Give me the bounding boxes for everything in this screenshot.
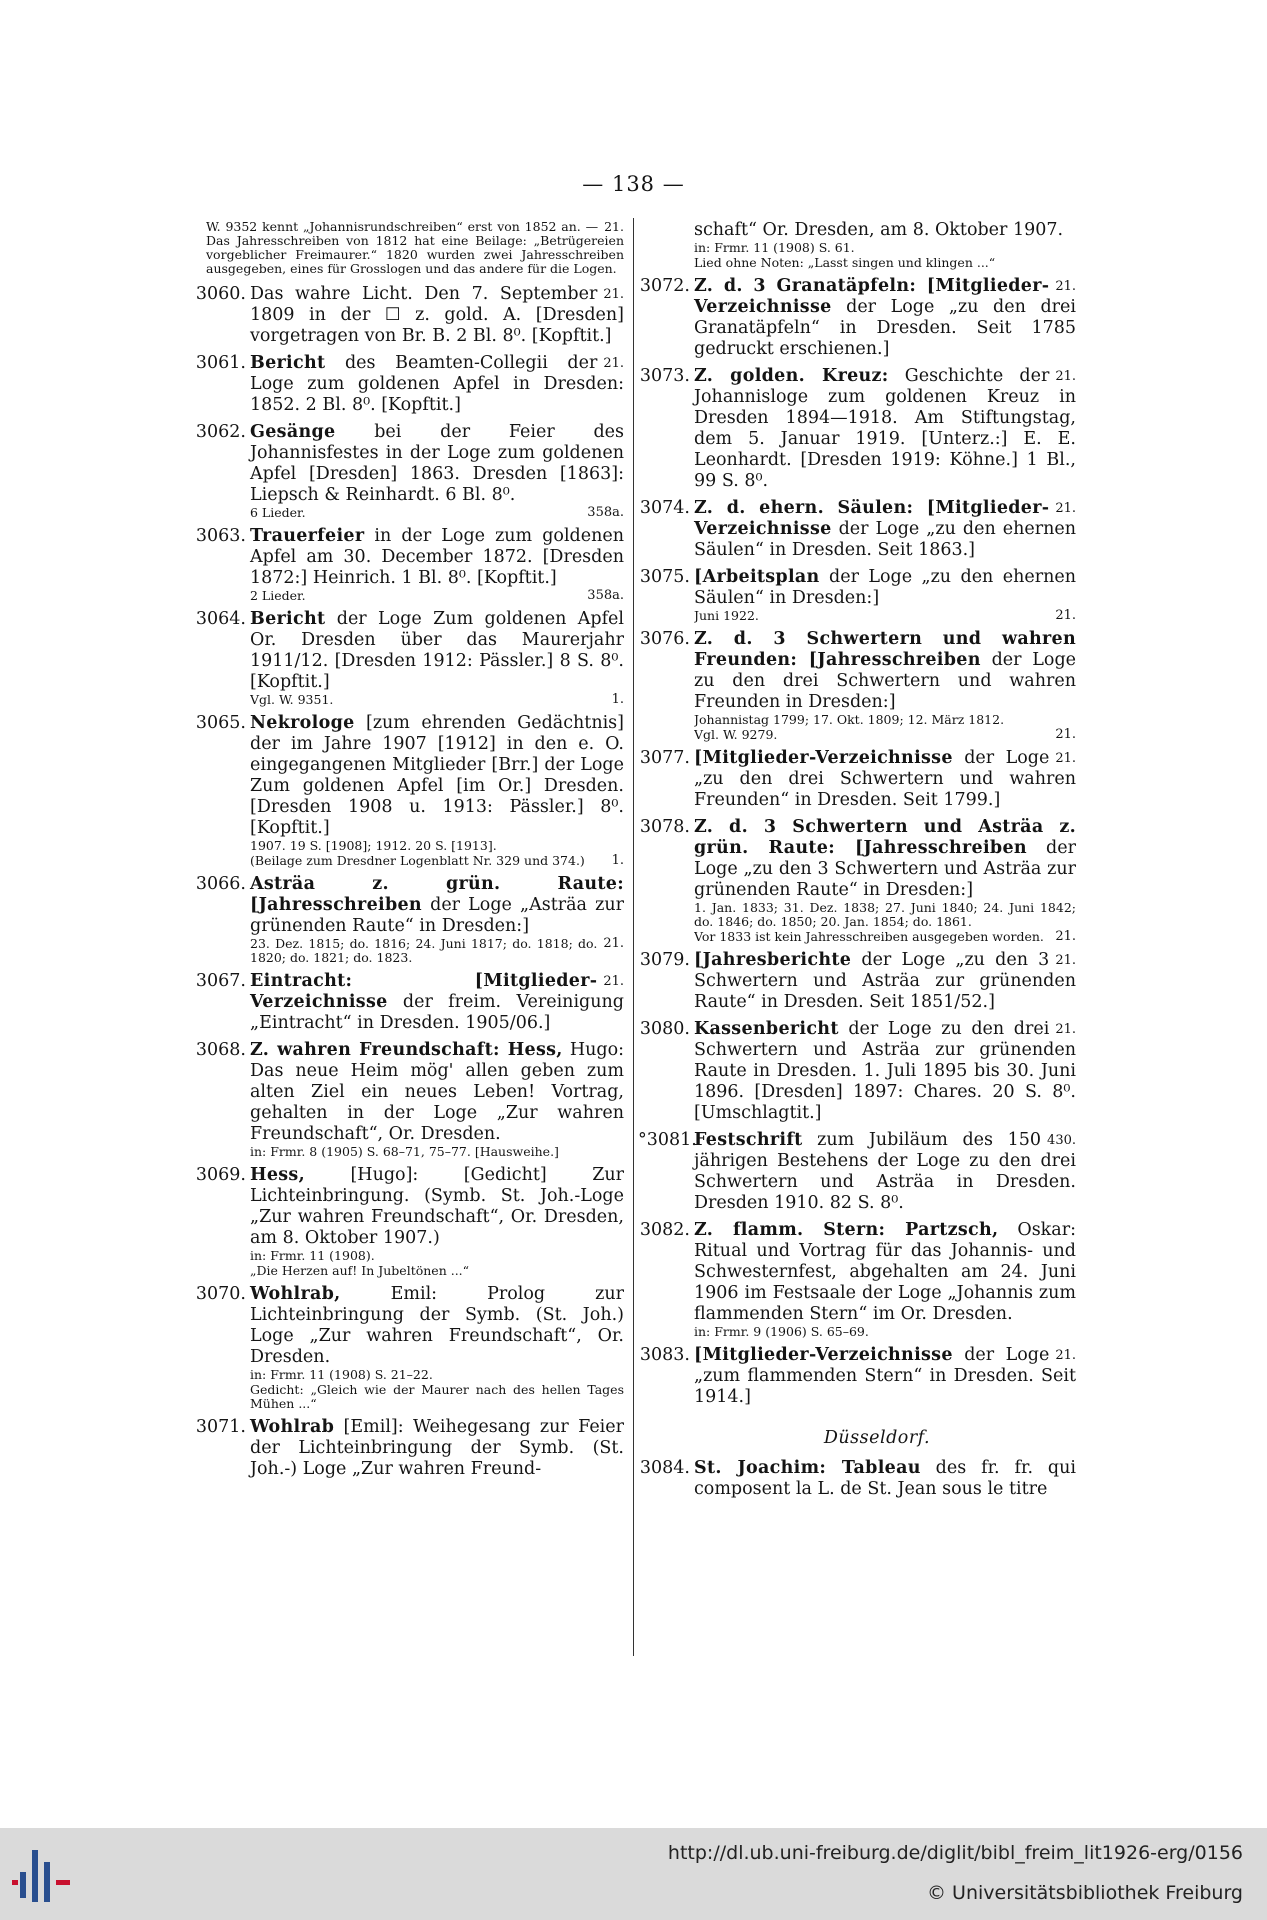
entry-note-text: Vgl. W. 9351. bbox=[250, 693, 334, 707]
entry-lead: Z. wahren Freundschaft: Hess, bbox=[250, 1040, 563, 1060]
entry-note-text: Johannistag 1799; 17. Okt. 1809; 12. März 1812. bbox=[694, 713, 1005, 727]
entry-body bbox=[694, 1220, 1076, 1325]
entry-number: 3060. bbox=[195, 284, 246, 304]
section-heading: Düsseldorf. bbox=[823, 1428, 931, 1448]
entry-lead: Z. d. 3 Granatäpfeln: [Mitglieder-Verzeichnisse bbox=[694, 276, 1050, 317]
entry-number: 3082. bbox=[639, 1220, 690, 1240]
entry-text: Das wahre Licht. Den 7. September 1809 in der ☐ z. gold. A. [Dresden] vorgetragen von Br. B. 2 Bl. 8⁰. [Kopftit.] bbox=[250, 284, 624, 346]
entry-number: 3075. bbox=[639, 567, 690, 587]
entry-body bbox=[250, 713, 624, 839]
right-column bbox=[638, 220, 1076, 1506]
entry-body bbox=[694, 1345, 1076, 1408]
library-number: 21. bbox=[1055, 1348, 1076, 1363]
bibliography-entry bbox=[194, 353, 624, 416]
entry-text: in der Loge zum goldenen Apfel am 30. December 1872. [Dresden 1872:] Heinrich. 1 Bl. 8⁰. [Kopftit.] bbox=[250, 526, 624, 588]
bibliography-entry bbox=[638, 950, 1076, 1013]
bibliography-entry bbox=[638, 276, 1076, 360]
entry-number: 3068. bbox=[195, 1040, 246, 1060]
entry-body bbox=[694, 817, 1076, 901]
entry-text: Geschichte der Johannisloge zum goldenen Kreuz in Dresden 1894—1918. Am Stiftungstag, dem 5. Januar 1919. [Unterz.:] E. E. Leonhardt. [Dresden 1919: Köhne.] 1 Bl., 99 S. 8⁰. bbox=[694, 366, 1076, 491]
entry-lead: Nekrologe bbox=[250, 713, 355, 733]
entry-number: 3078. bbox=[639, 817, 690, 837]
entry-body bbox=[694, 629, 1076, 713]
entry-text: der Loge „zu den 3 Schwertern und Asträa zur grünenden Raute“ in Dresden. Seit 1851/52.] bbox=[694, 950, 1076, 1012]
entry-note bbox=[250, 589, 624, 603]
entry-number: 3070. bbox=[195, 1284, 246, 1304]
entry-number: 3071. bbox=[195, 1417, 246, 1437]
entry-note bbox=[250, 506, 624, 520]
entry-lead: Z. d. 3 Schwertern und wahren Freunden: [Jahresschreiben bbox=[694, 629, 1076, 670]
entry-text: bei der Feier des Johannisfestes in der Loge zum goldenen Apfel [Dresden] 1863. Dresden [1863]: Liepsch & Reinhardt. 6 Bl. 8⁰. bbox=[250, 422, 624, 505]
entry-text: zum Jubiläum des 150 jährigen Bestehens der Loge zu den drei Schwertern und Asträa in Dresden. Dresden 1910. 82 S. 8⁰. bbox=[694, 1130, 1076, 1213]
entry-note-text: 6 Lieder. bbox=[250, 506, 306, 520]
library-number: 21. bbox=[1055, 369, 1076, 384]
continuation-note: in: Frmr. 11 (1908) S. 61. bbox=[694, 241, 855, 255]
ub-freiburg-logo-icon bbox=[12, 1842, 72, 1908]
library-number: 21. bbox=[1055, 279, 1076, 294]
entry-note-text: Vor 1833 ist kein Jahresschreiben ausgegeben worden. bbox=[694, 930, 1044, 944]
entry-note-text: 1. Jan. 1833; 31. Dez. 1838; 27. Juni 1840; 24. Juni 1842; do. 1846; do. 1850; 20. Jan. 1854; do. 1861. bbox=[694, 901, 1076, 929]
entry-number: 3076. bbox=[639, 629, 690, 649]
entry-lead: Asträa z. grün. Raute: [Jahresschreiben bbox=[250, 874, 624, 915]
entry-text: [Hugo]: [Gedicht] Zur Lichteinbringung. (Symb. St. Joh.-Loge „Zur wahren Freundschaft“, Or. Dresden, am 8. Oktober 1907.) bbox=[250, 1165, 624, 1248]
entry-number: 3062. bbox=[195, 422, 246, 442]
library-number: 1. bbox=[611, 693, 624, 707]
entry-lead: Bericht bbox=[250, 609, 326, 629]
bibliography-entry bbox=[638, 629, 1076, 742]
bibliography-entry bbox=[638, 1345, 1076, 1408]
entry-text: der Loge „zu den 3 Schwertern und Asträa zur grünenden Raute“ in Dresden:] bbox=[694, 838, 1076, 900]
entry-note bbox=[694, 609, 1076, 623]
entry-lead: [Jahresberichte bbox=[694, 950, 852, 970]
entry-body bbox=[250, 284, 624, 347]
library-number: 21. bbox=[603, 937, 624, 951]
bibliography-entry bbox=[194, 971, 624, 1034]
entry-note bbox=[250, 1368, 624, 1382]
entry-body bbox=[694, 366, 1076, 492]
entry-text: Hugo: Das neue Heim mög' allen geben zum alten Ziel ein neues Leben! Vortrag, gehalten in der Loge „Zur wahren Freundschaft“, Or. Dresden. bbox=[250, 1040, 624, 1144]
entry-body bbox=[250, 609, 624, 693]
entry-lead: Eintracht: [Mitglieder-Verzeichnisse bbox=[250, 971, 598, 1012]
page-number: — 138 — bbox=[582, 172, 685, 196]
entry-note bbox=[250, 854, 624, 868]
bibliography-entry bbox=[638, 817, 1076, 944]
library-number: 358a. bbox=[587, 506, 624, 520]
entry-body bbox=[694, 950, 1076, 1013]
entry-text: des Beamten-Collegii der Loge zum goldenen Apfel in Dresden: 1852. 2 Bl. 8⁰. [Kopftit.] bbox=[250, 353, 624, 415]
library-number: 21. bbox=[1055, 501, 1076, 516]
column-divider bbox=[633, 218, 634, 1656]
entry-number: 3074. bbox=[639, 498, 690, 518]
bibliography-entry bbox=[638, 1458, 1076, 1500]
bibliography-entry bbox=[638, 748, 1076, 811]
entry-number: 3072. bbox=[639, 276, 690, 296]
bibliography-entry bbox=[194, 526, 624, 603]
entry-number: 3066. bbox=[195, 874, 246, 894]
entry-text: der Loge „zum flammenden Stern“ in Dresden. Seit 1914.] bbox=[694, 1345, 1076, 1407]
library-number: 21. bbox=[1055, 1022, 1076, 1037]
entry-body bbox=[250, 1284, 624, 1368]
bibliography-entry bbox=[638, 1220, 1076, 1339]
entry-number: 3083. bbox=[639, 1345, 690, 1365]
library-number: 21. bbox=[603, 974, 624, 989]
bibliography-entry bbox=[638, 567, 1076, 623]
right-entries bbox=[638, 276, 1076, 1408]
entry-number: 3063. bbox=[195, 526, 246, 546]
intro-note-text: W. 9352 kennt „Johannisrundschreiben“ erst von 1852 an. — Das Jahresschreiben von 1812 hat eine Beilage: „Betrügereien vorgeblicher Freimaurer.“ 1820 wurden zwei Jahresschreiben ausgegeben, eines für Grosslogen und das andere für die Logen. bbox=[206, 220, 624, 276]
entry-body bbox=[694, 276, 1076, 360]
entry-note bbox=[694, 1325, 1076, 1339]
entry-note bbox=[694, 713, 1076, 727]
entry-note-text: 23. Dez. 1815; do. 1816; 24. Juni 1817; do. 1818; do. 1820; do. 1821; do. 1823. bbox=[250, 937, 598, 965]
entry-text: des fr. fr. qui composent la L. de St. Jean sous le titre bbox=[694, 1458, 1076, 1499]
entry-note bbox=[694, 901, 1076, 929]
library-number: 21. bbox=[603, 287, 624, 302]
library-number: 21. bbox=[1055, 930, 1076, 944]
entry-note-text: Vgl. W. 9279. bbox=[694, 728, 778, 742]
entry-text: [zum ehrenden Gedächtnis] der im Jahre 1907 [1912] in den e. O. eingegangenen Mitglieder [Brr.] der Loge Zum goldenen Apfel [im Or.] Dresden. [Dresden 1908 u. 1913: Pässler.] 8⁰. [Kopftit.] bbox=[250, 713, 624, 838]
entry-lead: Bericht bbox=[250, 353, 326, 373]
bibliography-entry bbox=[638, 1019, 1076, 1124]
entry-text: der Loge „zu den ehernen Säulen“ in Dresden. Seit 1863.] bbox=[694, 519, 1076, 560]
entry-lead: Z. flamm. Stern: Partzsch, bbox=[694, 1220, 999, 1240]
entry-lead: Z. d. 3 Schwertern und Asträa z. grün. Raute: [Jahresschreiben bbox=[694, 817, 1076, 858]
bibliography-entry bbox=[194, 1165, 624, 1278]
entry-lead: Wohlrab, bbox=[250, 1284, 341, 1304]
entry-body bbox=[694, 1130, 1076, 1214]
library-number: 21. bbox=[1055, 728, 1076, 742]
left-column bbox=[194, 220, 624, 1486]
entry-body bbox=[694, 748, 1076, 811]
entry-note-text: 1907. 19 S. [1908]; 1912. 20 S. [1913]. bbox=[250, 839, 497, 853]
entry-text: Oskar: Ritual und Vortrag für das Johannis- und Schwesternfest, abgehalten am 24. Juni 1906 im Festsaale der Loge „Johannis zum flammenden Stern“ im Or. Dresden. bbox=[694, 1220, 1076, 1324]
bibliography-entry bbox=[194, 1284, 624, 1411]
entry-number: 3079. bbox=[639, 950, 690, 970]
entry-note-text: in: Frmr. 9 (1906) S. 65–69. bbox=[694, 1325, 869, 1339]
entry-text: Emil: Prolog zur Lichteinbringung der Symb. (St. Joh.) Loge „Zur wahren Freundschaft“, Or. Dresden. bbox=[250, 1284, 624, 1367]
footer-bar bbox=[0, 1828, 1267, 1920]
entry-text: der freim. Vereinigung „Eintracht“ in Dresden. 1905/06.] bbox=[250, 992, 624, 1033]
entry-note-text: in: Frmr. 11 (1908). bbox=[250, 1249, 375, 1263]
entry-lead: Kassenbericht bbox=[694, 1019, 839, 1039]
entry-note bbox=[694, 728, 1076, 742]
entry-note-text: „Die Herzen auf! In Jubeltönen ...“ bbox=[250, 1264, 470, 1278]
entry-text: der Loge zu den drei Schwertern und Asträa zur grünenden Raute in Dresden. 1. Juli 1895 bis 30. Juni 1896. [Dresden] 1897: Chares. 20 S. 8⁰. [Umschlagtit.] bbox=[694, 1019, 1076, 1123]
library-number: 21. bbox=[1055, 953, 1076, 968]
entry-number: 3067. bbox=[195, 971, 246, 991]
bibliography-entry bbox=[194, 422, 624, 520]
continuation-notes bbox=[638, 241, 1076, 270]
entry-note-text: Gedicht: „Gleich wie der Maurer nach des hellen Tages Mühen ...“ bbox=[250, 1383, 624, 1411]
entry-lead: [Mitglieder-Verzeichnisse bbox=[694, 1345, 953, 1365]
bibliography-entry bbox=[638, 366, 1076, 492]
entry-text: der Loge „zu den ehernen Säulen“ in Dresden:] bbox=[694, 567, 1076, 608]
entry-body bbox=[694, 1019, 1076, 1124]
left-entries bbox=[194, 284, 624, 1480]
entry-number: 3069. bbox=[195, 1165, 246, 1185]
entry-note-text: Juni 1922. bbox=[694, 609, 759, 623]
entry-note-text: in: Frmr. 11 (1908) S. 21–22. bbox=[250, 1368, 433, 1382]
entry-lead: [Mitglieder-Verzeichnisse bbox=[694, 748, 953, 768]
entry-body bbox=[250, 1417, 624, 1480]
entry-number: 3064. bbox=[195, 609, 246, 629]
entry-text: der Loge „zu den drei Schwertern und wahren Freunden“ in Dresden. Seit 1799.] bbox=[694, 748, 1076, 810]
continuation-text: schaft“ Or. Dresden, am 8. Oktober 1907. bbox=[694, 220, 1064, 240]
entry-lead: [Arbeitsplan bbox=[694, 567, 820, 587]
entry-number: 3065. bbox=[195, 713, 246, 733]
bibliography-entry bbox=[638, 1130, 1076, 1214]
library-number: 358a. bbox=[587, 589, 624, 603]
entry-number: 3084. bbox=[639, 1458, 690, 1478]
entry-lead: Gesänge bbox=[250, 422, 336, 442]
library-number: 21. bbox=[1055, 609, 1076, 623]
bibliography-entry bbox=[194, 1040, 624, 1159]
entry-note bbox=[250, 839, 624, 853]
entry-note bbox=[250, 937, 624, 965]
intro-note bbox=[194, 220, 624, 276]
entry-lead: Z. d. ehern. Säulen: [Mitglieder-Verzeichnisse bbox=[694, 498, 1050, 539]
entry-body bbox=[250, 971, 624, 1034]
entry-body bbox=[694, 498, 1076, 561]
entry-lead: Trauerfeier bbox=[250, 526, 365, 546]
entry-lead: St. Joachim: Tableau bbox=[694, 1458, 921, 1478]
bibliography-entry bbox=[638, 498, 1076, 561]
entry-number: °3081. bbox=[638, 1130, 697, 1150]
entry-note bbox=[250, 1264, 624, 1278]
bibliography-entry bbox=[194, 874, 624, 965]
entry-body bbox=[250, 422, 624, 506]
copyright-text: © Universitätsbibliothek Freiburg bbox=[927, 1882, 1243, 1904]
entry-number: 3061. bbox=[195, 353, 246, 373]
entry-text: der Loge zu den drei Schwertern und wahren Freunden in Dresden:] bbox=[694, 650, 1076, 712]
entry-lead: Wohlrab bbox=[250, 1417, 335, 1437]
source-url-link[interactable]: http://dl.ub.uni-freiburg.de/diglit/bibl_freim_lit1926-erg/0156 bbox=[667, 1842, 1243, 1864]
right-after-entries bbox=[638, 1458, 1076, 1500]
entry-body bbox=[694, 567, 1076, 609]
entry-note-text: (Beilage zum Dresdner Logenblatt Nr. 329 und 374.) bbox=[250, 854, 585, 868]
entry-note-text: in: Frmr. 8 (1905) S. 68–71, 75–77. [Hausweihe.] bbox=[250, 1145, 559, 1159]
library-number: 1. bbox=[611, 854, 624, 868]
entry-body bbox=[250, 874, 624, 937]
entry-text: der Loge „zu den drei Granatäpfeln“ in Dresden. Seit 1785 gedruckt erschienen.] bbox=[694, 297, 1076, 359]
bibliography-entry bbox=[194, 1417, 624, 1480]
entry-note bbox=[250, 693, 624, 707]
intro-note-library-number: 21. bbox=[604, 220, 624, 234]
entry-lead: Hess, bbox=[250, 1165, 305, 1185]
library-number: 21. bbox=[603, 356, 624, 371]
entry-number: 3073. bbox=[639, 366, 690, 386]
entry-note bbox=[250, 1249, 624, 1263]
entry-note bbox=[250, 1383, 624, 1411]
entry-number: 3077. bbox=[639, 748, 690, 768]
entry-lead: Festschrift bbox=[694, 1130, 803, 1150]
bibliography-entry bbox=[194, 284, 624, 347]
entry-text: [Emil]: Weihegesang zur Feier der Lichteinbringung der Symb. (St. Joh.-) Loge „Zur wahren Freund- bbox=[250, 1417, 624, 1479]
library-number: 21. bbox=[1055, 751, 1076, 766]
entry-body bbox=[250, 526, 624, 589]
entry-note bbox=[250, 1145, 624, 1159]
entry-number: 3080. bbox=[639, 1019, 690, 1039]
library-number: 430. bbox=[1047, 1133, 1076, 1148]
entry-lead: Z. golden. Kreuz: bbox=[694, 366, 889, 386]
entry-text: der Loge „Asträa zur grünenden Raute“ in Dresden:] bbox=[250, 895, 624, 936]
bibliography-entry bbox=[194, 609, 624, 707]
entry-body bbox=[250, 1165, 624, 1249]
entry-body bbox=[694, 1458, 1076, 1500]
entry-text: der Loge Zum goldenen Apfel Or. Dresden über das Maurerjahr 1911/12. [Dresden 1912: Pässler.] 8 S. 8⁰. [Kopftit.] bbox=[250, 609, 624, 692]
entry-body bbox=[250, 353, 624, 416]
entry-body bbox=[250, 1040, 624, 1145]
entry-note-text: 2 Lieder. bbox=[250, 589, 306, 603]
bibliography-entry bbox=[194, 713, 624, 868]
continuation-note: Lied ohne Noten: „Lasst singen und klingen ...“ bbox=[694, 256, 996, 270]
entry-note bbox=[694, 930, 1076, 944]
